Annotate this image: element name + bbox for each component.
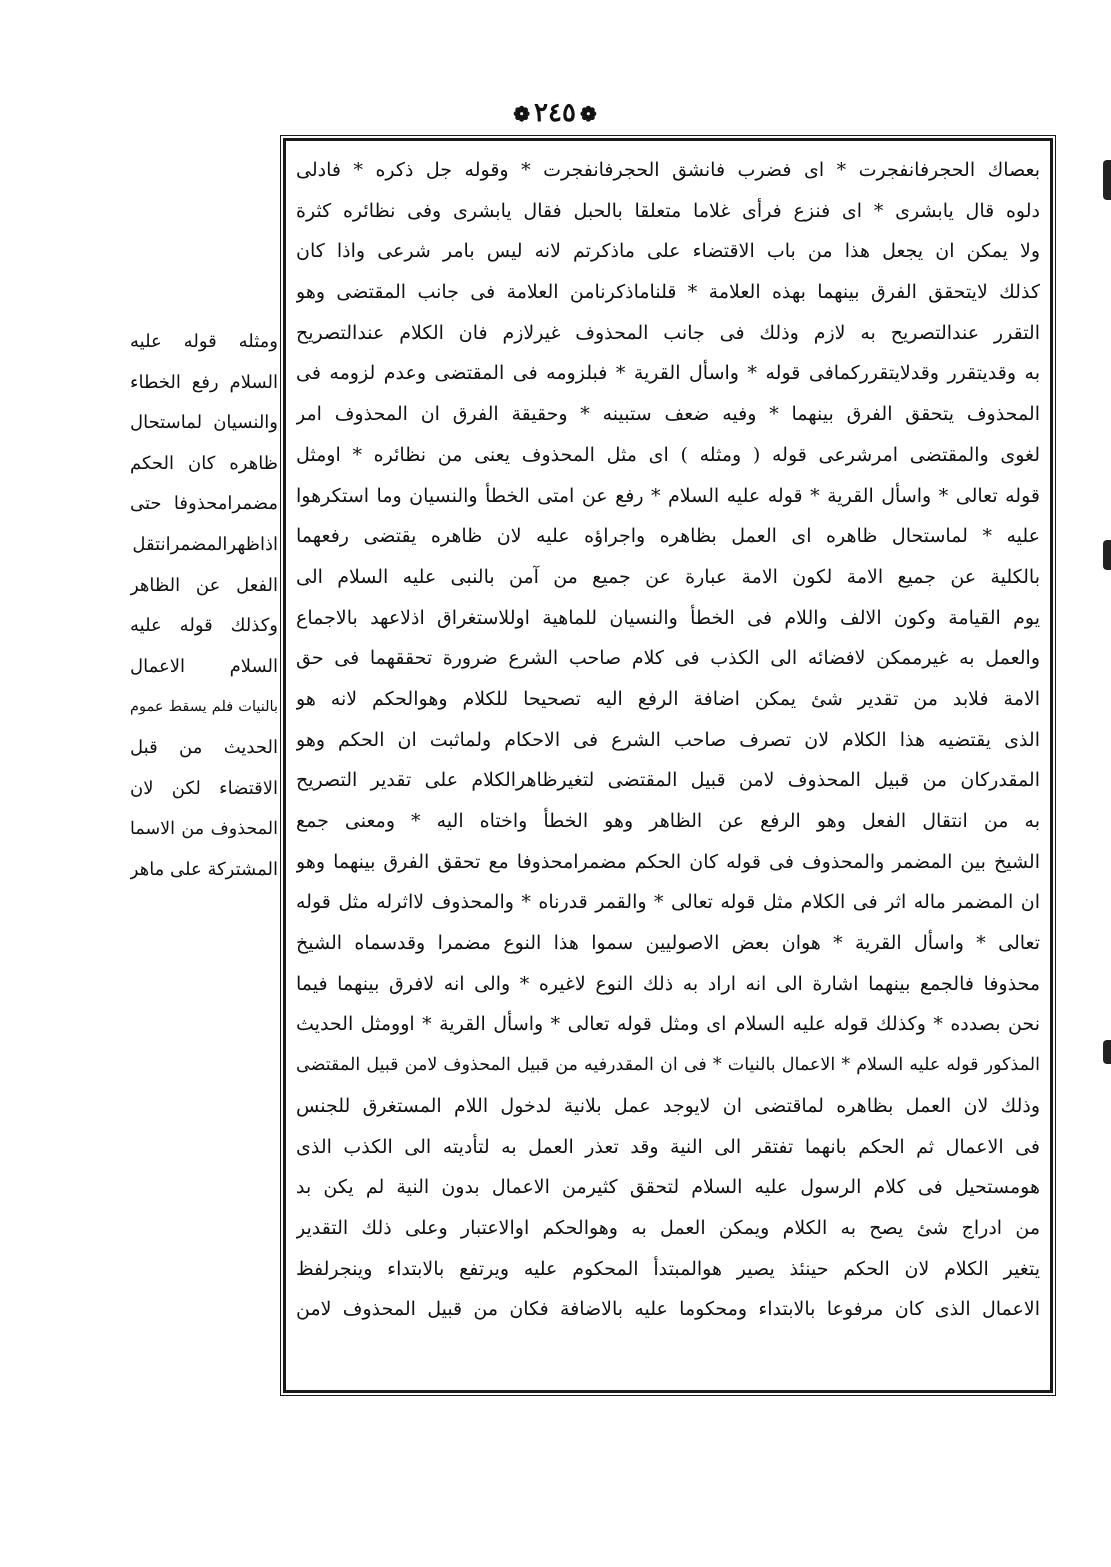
text-line: كذلك لايتحقق الفرق بينهما بهذه العلامة * قلناماذكرنامن العلامة فى جانب المقتضى وهو [296,281,1040,304]
text-line: تعالى * واسأل القرية * هوان بعض الاصوليين سموا هذا النوع مضمرا وقدسماه الشيخ [296,932,1040,955]
text-line: نحن بصدده * وكذلك قوله عليه السلام اى ومثل قوله تعالى * واسأل القرية * اوومثل الحديث [296,1013,1040,1036]
text-line: وذلك لان العمل بظاهره لماقتضى ان لايوجد عمل بلانية لدخول اللام المستغرق للجنس [296,1094,1040,1117]
text-line: التقرر عندالتصريح به لازم وذلك فى جانب المحذوف غيرلازم فان الكلام عندالتصريح [296,321,1040,344]
text-line: المقدركان من قبيل المحذوف لامن قبيل المقتضى لتغيرظاهرالكلام على تقدير التصريح [296,769,1040,792]
text-line: بالكلية عن جميع الامة لكون الامة عبارة عن جميع من آمن بالنبى عليه السلام الى [296,565,1040,588]
text-line: هومستحيل فى كلام الرسول عليه السلام لتحقق كثيرمن الاعمال بدون النية لم يكن بد [296,1176,1040,1199]
text-line: المحذوف يتحقق الفرق بينهما * وفيه ضعف ستبينه * وحقيقة الفرق ان المحذوف امر [296,403,1040,426]
text-line: والعمل به غيرممكن لافضائه الى الكذب فى كلام صاحب الشرع ضرورة تحققهما فى حق [296,647,1040,670]
margin-commentary [130,322,278,890]
margin-line: اذاظهرالمضمرانتقل [132,533,278,555]
text-line: محذوفا فالجمع بينهما اشارة الى انه اراد به ذلك النوع لاغيره * والى انه لافرق بينهما فيما [296,972,1040,995]
text-line: ولا يمكن ان يجعل هذا من باب الاقتضاء على ماذكرتم لانه ليس بامر شرعى واذا كان [296,240,1040,263]
margin-line: مضمرامحذوفا حتى [130,493,278,515]
margin-line: بالنيات فلم يسقط عموم [130,699,278,716]
text-line: ان المضمر ماله اثر فى الكلام مثل قوله تعالى * والقمر قدرناه * والمحذوف لااثرله مثل قوله [296,891,1040,914]
page-number [509,98,600,128]
margin-line: الحديث من قبل [130,736,278,758]
scan-edge-mark [1103,540,1111,570]
margin-line: السلام رفع الخطاء [130,371,278,393]
ornament-icon: ❁ [513,102,531,126]
scan-edge-mark [1103,1040,1111,1064]
text-line: يتغير الكلام لان الحكم حينئذ يصير هوالمبتدأ المحكوم عليه ويرتفع بالابتداء وينجرلفظ [296,1257,1040,1280]
text-line: عليه * لماستحال ظاهره اى العمل بظاهره واجراؤه عليه لان ظاهره يقتضى رفعهما [296,525,1040,548]
text-line: المذكور قوله عليه السلام * الاعمال بالنيات * فى ان المقدرفيه من قبيل المحذوف لامن قبيل المقتضى [296,1055,1040,1076]
text-line: دلوه قال يابشرى * اى فنزع فرأى غلاما متعلقا بالحبل فقال يابشرى وفى نظائره كثرة [296,199,1040,222]
text-line: من ادراج شئ يصح به الكلام ويمكن العمل به وهوالحكم اوالاعتبار وعلى ذلك التقدير [296,1216,1040,1239]
text-line: الشيخ بين المضمر والمحذوف فى قوله كان الحكم مضمرامحذوفا مع تحقق الفرق بينهما وهو [296,850,1040,873]
text-line: قوله تعالى * واسأل القرية * قوله عليه السلام * رفع عن امتى الخطأ والنسيان وما استكرهوا [296,484,1040,507]
margin-line: وكذلك قوله عليه [130,615,278,637]
text-line: لغوى والمقتضى امرشرعى قوله ( ومثله ) اى مثل المحذوف يعنى من نظائره * اومثل [296,443,1040,466]
text-line: الذى يقتضيه هذا الكلام لان تصرف صاحب الشرع فى الاحكام ولماثبت ان الحكم وهو [296,728,1040,751]
margin-line: والنسيان لماستحال [130,412,278,434]
text-line: بعصاك الحجرفانفجرت * اى فضرب فانشق الحجرفانفجرت * وقوله جل ذكره * فادلى [296,159,1040,181]
margin-line: ومثله قوله عليه [130,331,278,352]
margin-line: الاقتضاء لكن لان [130,777,278,799]
margin-line: ظاهره كان الحكم [130,452,278,474]
page-number-text: ٢٤٥ [534,98,576,128]
main-text-block [296,150,1040,1385]
text-line: الامة فلابد من تقدير شئ يمكن اضافة الرفع اليه تصحيحا للكلام وهوالحكم لانه هو [296,687,1040,710]
text-line: به من انتقال الفعل وهو الرفع عن الظاهر وهو الخطأ واختاه اليه * ومعنى جمع [296,810,1040,832]
text-line: به وقديتقرر وقدلايتقرركمافى قوله * واسأل القرية * فبلزومه فى المقتضى وعدم لزومه فى [296,362,1040,385]
text-line: يوم القيامة وكون الالف واللام فى الخطأ والنسيان للماهية اوللاستغراق اذلاعهد بالاجماع [296,606,1040,629]
margin-line: السلام الاعمال [130,655,278,677]
ornament-icon: ❁ [579,102,597,126]
margin-line: المشتركة على ماهر [130,858,278,880]
scan-edge-mark [1103,160,1111,200]
margin-line: الفعل عن الظاهر [130,574,278,596]
text-line: فى الاعمال ثم الحكم بانهما تفتقر الى النية وقد تعذر العمل به لتأديته الى الكذب الذى [296,1135,1040,1158]
margin-line: المحذوف من الاسما [130,819,278,840]
text-line: الاعمال الذى كان مرفوعا بالابتداء ومحكوما عليه بالاضافة فكان من قبيل المحذوف لامن [296,1298,1040,1321]
